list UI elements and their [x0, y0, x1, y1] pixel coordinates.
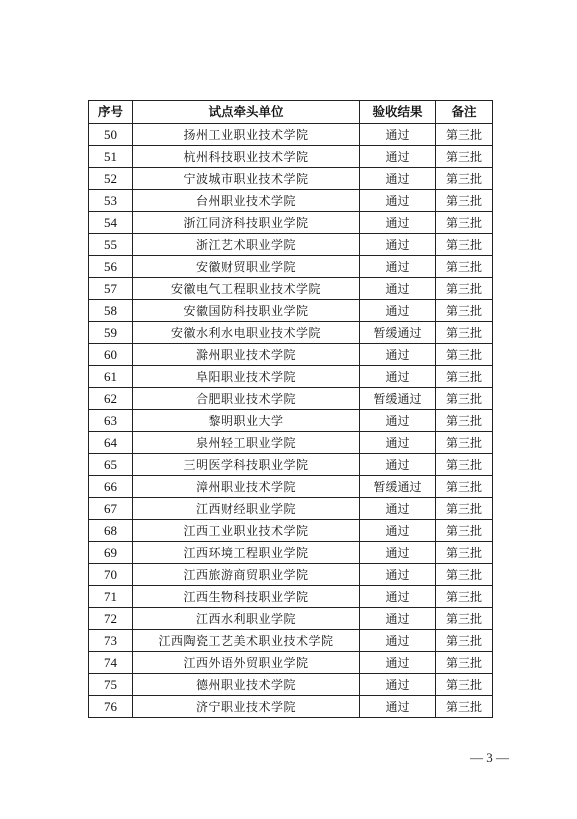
table-row	[89, 212, 493, 234]
cell-seq: 57	[89, 278, 133, 300]
table-row	[89, 124, 493, 146]
cell-seq: 54	[89, 212, 133, 234]
cell-result: 通过	[360, 520, 436, 542]
cell-unit: 台州职业技术学院	[133, 190, 360, 212]
cell-note: 第三批	[436, 344, 493, 366]
cell-result: 通过	[360, 696, 436, 718]
table-body	[89, 124, 493, 718]
cell-unit: 滁州职业技术学院	[133, 344, 360, 366]
cell-unit: 三明医学科技职业学院	[133, 454, 360, 476]
header-seq: 序号	[89, 101, 133, 124]
cell-seq: 76	[89, 696, 133, 718]
cell-unit: 安徽财贸职业学院	[133, 256, 360, 278]
cell-result: 暂缓通过	[360, 476, 436, 498]
table-row	[89, 410, 493, 432]
cell-result: 通过	[360, 542, 436, 564]
cell-result: 暂缓通过	[360, 322, 436, 344]
cell-seq: 61	[89, 366, 133, 388]
cell-seq: 53	[89, 190, 133, 212]
table-row	[89, 234, 493, 256]
cell-note: 第三批	[436, 146, 493, 168]
cell-unit: 浙江同济科技职业学院	[133, 212, 360, 234]
cell-result: 通过	[360, 300, 436, 322]
cell-unit: 扬州工业职业技术学院	[133, 124, 360, 146]
cell-seq: 68	[89, 520, 133, 542]
cell-seq: 74	[89, 652, 133, 674]
cell-seq: 70	[89, 564, 133, 586]
cell-result: 通过	[360, 586, 436, 608]
cell-result: 通过	[360, 630, 436, 652]
cell-result: 通过	[360, 278, 436, 300]
cell-unit: 安徽水利水电职业技术学院	[133, 322, 360, 344]
cell-result: 通过	[360, 410, 436, 432]
cell-result: 通过	[360, 564, 436, 586]
cell-note: 第三批	[436, 432, 493, 454]
table-row	[89, 652, 493, 674]
results-table	[88, 100, 493, 718]
cell-unit: 合肥职业技术学院	[133, 388, 360, 410]
cell-unit: 江西旅游商贸职业学院	[133, 564, 360, 586]
cell-seq: 73	[89, 630, 133, 652]
cell-result: 通过	[360, 212, 436, 234]
cell-note: 第三批	[436, 300, 493, 322]
cell-seq: 56	[89, 256, 133, 278]
cell-note: 第三批	[436, 564, 493, 586]
cell-seq: 51	[89, 146, 133, 168]
cell-unit: 江西工业职业技术学院	[133, 520, 360, 542]
cell-unit: 宁波城市职业技术学院	[133, 168, 360, 190]
cell-seq: 58	[89, 300, 133, 322]
cell-seq: 59	[89, 322, 133, 344]
cell-unit: 江西水利职业学院	[133, 608, 360, 630]
cell-seq: 52	[89, 168, 133, 190]
cell-unit: 江西生物科技职业学院	[133, 586, 360, 608]
cell-unit: 浙江艺术职业学院	[133, 234, 360, 256]
header-result: 验收结果	[360, 101, 436, 124]
cell-result: 通过	[360, 454, 436, 476]
cell-note: 第三批	[436, 586, 493, 608]
table-row	[89, 278, 493, 300]
table-row	[89, 586, 493, 608]
cell-result: 通过	[360, 432, 436, 454]
cell-unit: 德州职业技术学院	[133, 674, 360, 696]
cell-seq: 50	[89, 124, 133, 146]
table-header-row	[89, 101, 493, 124]
cell-result: 通过	[360, 124, 436, 146]
cell-unit: 江西环境工程职业学院	[133, 542, 360, 564]
cell-seq: 69	[89, 542, 133, 564]
cell-result: 通过	[360, 652, 436, 674]
cell-note: 第三批	[436, 322, 493, 344]
table-row	[89, 168, 493, 190]
cell-unit: 黎明职业大学	[133, 410, 360, 432]
table-row	[89, 542, 493, 564]
table-row	[89, 146, 493, 168]
cell-result: 通过	[360, 674, 436, 696]
cell-note: 第三批	[436, 168, 493, 190]
cell-result: 通过	[360, 498, 436, 520]
cell-unit: 安徽电气工程职业技术学院	[133, 278, 360, 300]
cell-note: 第三批	[436, 278, 493, 300]
table-row	[89, 322, 493, 344]
cell-seq: 65	[89, 454, 133, 476]
cell-unit: 江西财经职业学院	[133, 498, 360, 520]
cell-note: 第三批	[436, 366, 493, 388]
cell-unit: 安徽国防科技职业学院	[133, 300, 360, 322]
cell-unit: 江西陶瓷工艺美术职业技术学院	[133, 630, 360, 652]
cell-seq: 62	[89, 388, 133, 410]
cell-unit: 阜阳职业技术学院	[133, 366, 360, 388]
page-number: — 3 —	[470, 750, 509, 765]
table-row	[89, 366, 493, 388]
table-row	[89, 630, 493, 652]
table-row	[89, 432, 493, 454]
cell-note: 第三批	[436, 234, 493, 256]
cell-note: 第三批	[436, 696, 493, 718]
cell-note: 第三批	[436, 652, 493, 674]
cell-note: 第三批	[436, 454, 493, 476]
cell-unit: 江西外语外贸职业学院	[133, 652, 360, 674]
table-row	[89, 674, 493, 696]
cell-seq: 64	[89, 432, 133, 454]
table-row	[89, 454, 493, 476]
table-row	[89, 300, 493, 322]
table-row	[89, 498, 493, 520]
cell-unit: 泉州轻工职业学院	[133, 432, 360, 454]
cell-seq: 71	[89, 586, 133, 608]
header-note: 备注	[436, 101, 493, 124]
table-row	[89, 256, 493, 278]
cell-note: 第三批	[436, 674, 493, 696]
cell-result: 暂缓通过	[360, 388, 436, 410]
cell-seq: 60	[89, 344, 133, 366]
cell-result: 通过	[360, 256, 436, 278]
cell-seq: 75	[89, 674, 133, 696]
cell-note: 第三批	[436, 608, 493, 630]
cell-seq: 67	[89, 498, 133, 520]
cell-unit: 漳州职业技术学院	[133, 476, 360, 498]
table-row	[89, 388, 493, 410]
cell-note: 第三批	[436, 190, 493, 212]
table-row	[89, 344, 493, 366]
cell-note: 第三批	[436, 410, 493, 432]
cell-note: 第三批	[436, 212, 493, 234]
cell-note: 第三批	[436, 256, 493, 278]
cell-result: 通过	[360, 344, 436, 366]
table-row	[89, 190, 493, 212]
cell-seq: 66	[89, 476, 133, 498]
cell-note: 第三批	[436, 520, 493, 542]
cell-result: 通过	[360, 366, 436, 388]
cell-result: 通过	[360, 168, 436, 190]
header-unit: 试点牵头单位	[133, 101, 360, 124]
cell-note: 第三批	[436, 388, 493, 410]
table-row	[89, 696, 493, 718]
table-row	[89, 476, 493, 498]
cell-result: 通过	[360, 146, 436, 168]
cell-seq: 55	[89, 234, 133, 256]
cell-note: 第三批	[436, 498, 493, 520]
table-row	[89, 608, 493, 630]
cell-result: 通过	[360, 608, 436, 630]
cell-unit: 济宁职业技术学院	[133, 696, 360, 718]
cell-seq: 63	[89, 410, 133, 432]
cell-note: 第三批	[436, 124, 493, 146]
cell-seq: 72	[89, 608, 133, 630]
cell-result: 通过	[360, 234, 436, 256]
cell-unit: 杭州科技职业技术学院	[133, 146, 360, 168]
table-row	[89, 564, 493, 586]
table-row	[89, 520, 493, 542]
cell-note: 第三批	[436, 542, 493, 564]
cell-note: 第三批	[436, 476, 493, 498]
cell-result: 通过	[360, 190, 436, 212]
cell-note: 第三批	[436, 630, 493, 652]
